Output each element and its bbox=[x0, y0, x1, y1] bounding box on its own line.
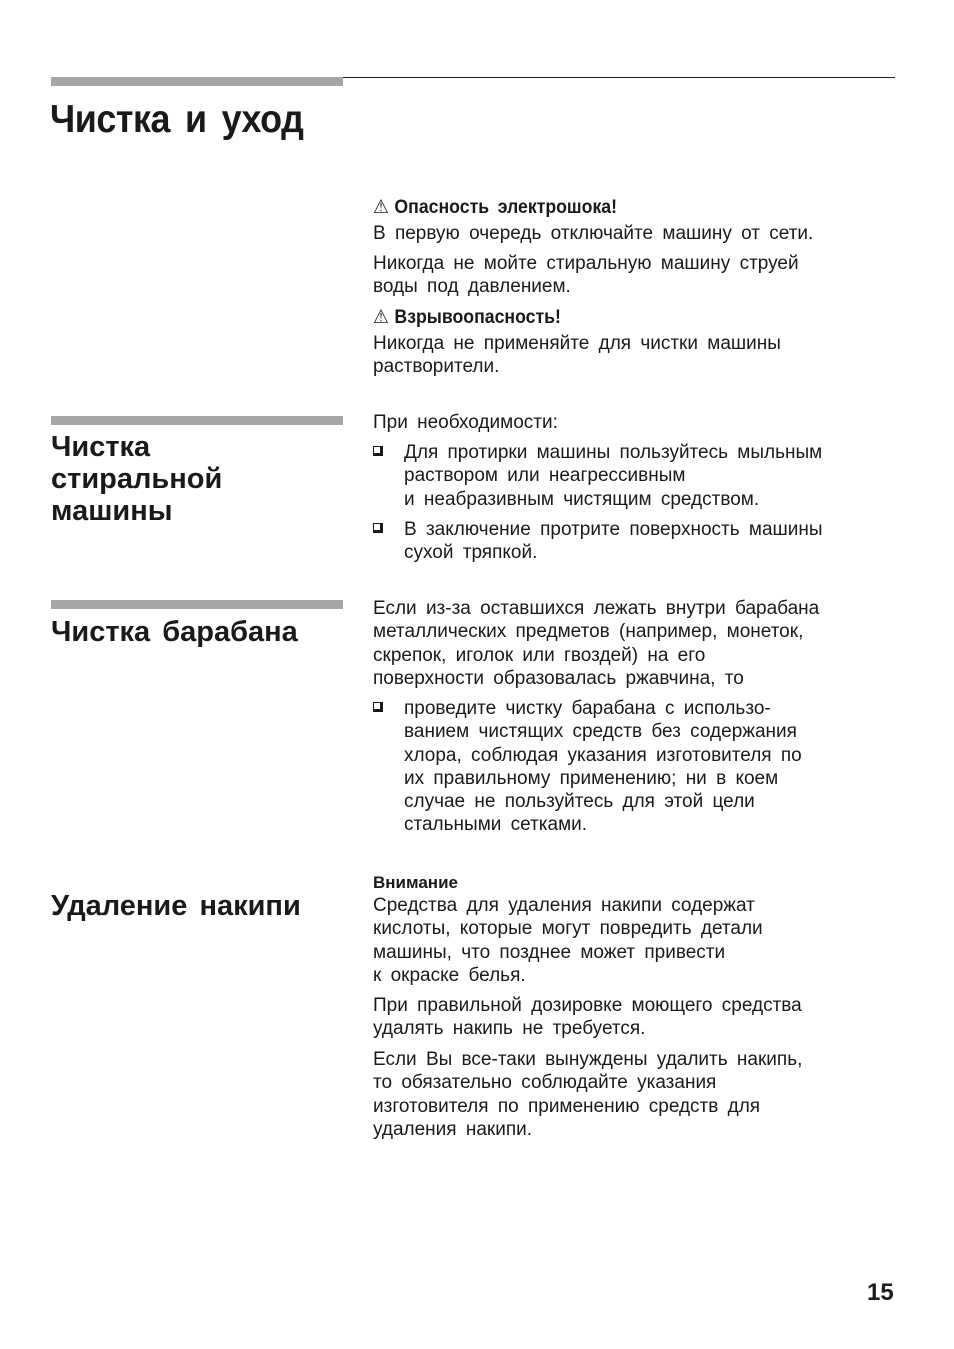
text-line: изготовителя по применению средств для bbox=[373, 1095, 761, 1117]
bullet-item bbox=[404, 441, 822, 511]
text-line: раствором или неагрессивным bbox=[404, 465, 686, 487]
text-line: стиральной bbox=[51, 463, 223, 495]
attention-label: Внимание bbox=[373, 873, 458, 892]
text-line: ванием чистящих средств без содержания bbox=[404, 721, 797, 743]
page-number: 15 bbox=[867, 1279, 894, 1306]
warning-heading: Опасность электрошока! bbox=[394, 197, 618, 218]
text-line: стальными сетками. bbox=[404, 814, 588, 836]
bullet-item bbox=[404, 518, 823, 565]
section-bar bbox=[51, 600, 343, 609]
safety-paragraph bbox=[373, 222, 813, 245]
text-line: к окраске белья. bbox=[373, 964, 526, 986]
section-heading-descale bbox=[51, 890, 301, 922]
text-line: Средства для удаления накипи содержат bbox=[373, 895, 755, 916]
text-line: Для протирки машины пользуйтесь мыльным bbox=[404, 442, 823, 463]
text-line: Никогда не мойте стиральную машину струей bbox=[373, 253, 799, 274]
text-line: Удаление накипи bbox=[51, 890, 301, 922]
section-heading-drum bbox=[51, 616, 298, 648]
text-line: воды под давлением. bbox=[373, 276, 571, 298]
text-line: В заключение протрите поверхность машины bbox=[404, 519, 823, 540]
page-title: Чистка и уход bbox=[50, 98, 304, 141]
text-line: их правильному применению; ни в коем bbox=[404, 767, 779, 789]
warning-explosion bbox=[373, 306, 561, 329]
text-line: поверхности образовалась ржавчина, то bbox=[373, 667, 744, 689]
checkbox-bullet-icon bbox=[373, 702, 387, 716]
title-bar bbox=[51, 77, 343, 86]
text-line: кислоты, которые могут повредить детали bbox=[373, 918, 763, 940]
bullet-item bbox=[404, 697, 802, 837]
text-line: машины, что позднее может привести bbox=[373, 941, 726, 963]
text-line: машины bbox=[51, 495, 173, 527]
text-line: удалять накипь не требуется. bbox=[373, 1018, 646, 1040]
intro-text bbox=[373, 411, 558, 434]
text-line: и неабразивным чистящим средством. bbox=[404, 488, 760, 510]
text-line: растворители. bbox=[373, 356, 500, 378]
safety-paragraph bbox=[373, 332, 781, 379]
text-line: В первую очередь отключайте машину от сети. bbox=[373, 223, 814, 244]
warning-electric-shock bbox=[373, 196, 617, 219]
text-line: удаления накипи. bbox=[373, 1118, 533, 1140]
checkbox-bullet-icon bbox=[373, 523, 387, 537]
drum-paragraph bbox=[373, 597, 819, 690]
text-line: сухой тряпкой. bbox=[404, 542, 538, 564]
descale-paragraph bbox=[373, 994, 802, 1041]
text-line: скрепок, иголок или гвоздей) на его bbox=[373, 644, 706, 666]
warning-triangle-icon: ⚠ bbox=[373, 307, 389, 328]
text-line: Чистка bbox=[51, 431, 151, 463]
text-line: При необходимости: bbox=[373, 412, 558, 433]
text-line: металлических предметов (например, монеток, bbox=[373, 621, 804, 643]
descale-paragraph bbox=[373, 894, 763, 987]
checkbox-bullet-icon bbox=[373, 446, 387, 460]
text-line: случае не пользуйтесь для этой цели bbox=[404, 791, 755, 813]
text-line: Чистка барабана bbox=[51, 616, 298, 648]
warning-heading: Взрывоопасность! bbox=[394, 307, 561, 328]
safety-paragraph bbox=[373, 252, 799, 299]
text-line: проведите чистку барабана с использо- bbox=[404, 698, 771, 719]
section-bar bbox=[51, 416, 343, 425]
text-line: Никогда не применяйте для чистки машины bbox=[373, 333, 781, 354]
text-line: При правильной дозировке моющего средства bbox=[373, 995, 802, 1016]
warning-triangle-icon: ⚠ bbox=[373, 197, 389, 218]
text-line: то обязательно соблюдайте указания bbox=[373, 1072, 717, 1094]
text-line: Если Вы все-таки вынуждены удалить накипь, bbox=[373, 1049, 803, 1070]
text-line: хлора, соблюдая указания изготовителя по bbox=[404, 744, 802, 766]
section-heading-washer bbox=[51, 431, 222, 527]
descale-paragraph bbox=[373, 1048, 802, 1141]
text-line: Если из-за оставшихся лежать внутри барабана bbox=[373, 598, 820, 619]
